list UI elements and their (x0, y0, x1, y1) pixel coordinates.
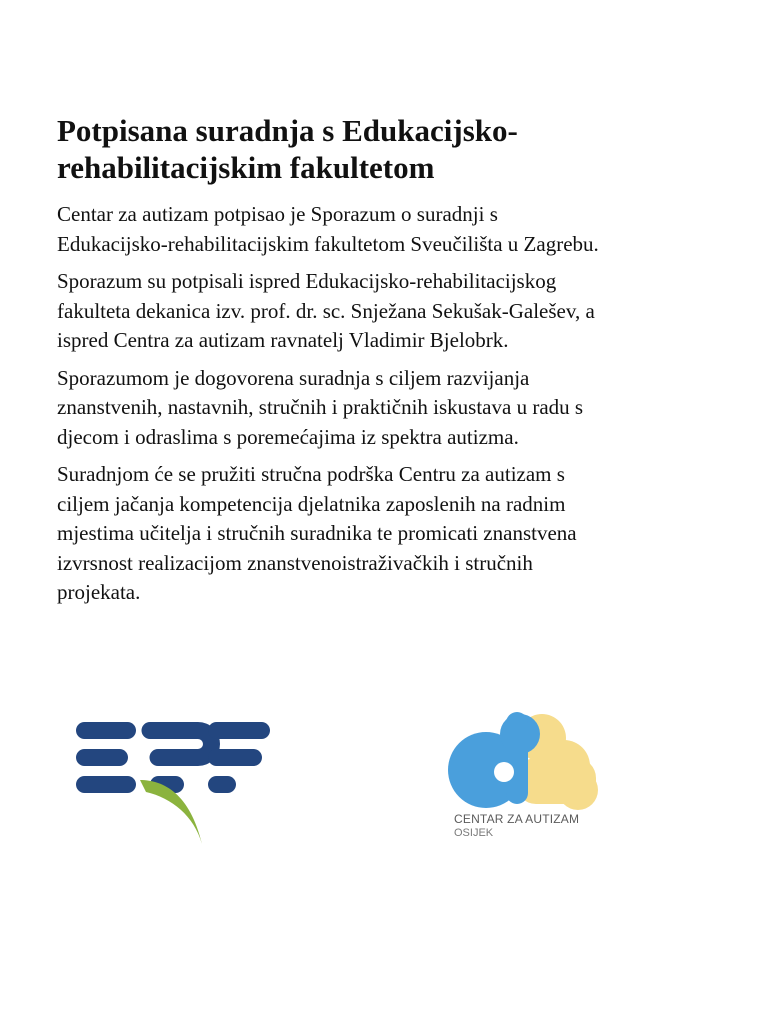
cza-cloud-blue (448, 712, 540, 808)
cza-logo-line1: CENTAR ZA AUTIZAM (454, 812, 580, 826)
cza-cutout (494, 762, 514, 782)
article-paragraph: Centar za autizam potpisao je Sporazum o suradnji s Edukacijsko-rehabilitacijskim fakultetom Sveučilišta u Zagrebu. (57, 202, 599, 256)
article-title: Potpisana suradnja s Edukacijsko- rehabilitacijskim fakultetom (57, 113, 518, 185)
erf-letter-f (208, 722, 270, 793)
erf-logo (72, 720, 277, 848)
erf-letter-e (76, 722, 136, 793)
article (57, 112, 737, 616)
cza-logo-text (454, 812, 579, 840)
article-paragraph: Sporazum su potpisali ispred Edukacijsko-rehabilitacijskog fakulteta dekanica izv. prof. dr. sc. Snježana Sekušak-Galešev, a ispred Centra za autizam ravnatelj Vladimir Bjelobrk. (57, 269, 595, 352)
article-paragraph: Sporazumom je dogovorena suradnja s ciljem razvijanja znanstvenih, nastavnih, stručnih i praktičnih iskustava u radu s djecom i odraslima s poremećajima iz spektra autizma. (57, 365, 584, 449)
cza-logo-line2: OSIJEK (454, 827, 494, 839)
article-paragraph: Suradnjom će se pružiti stručna podrška Centru za autizam s ciljem jačanja kompetencija djelatnika zaposlenih na radnim mjestima učitelja i stručnih suradnika te promicati znanstvena izvrsnost realizacijom znanstvenoistraživačkih i stručnih projekata. (57, 462, 577, 604)
